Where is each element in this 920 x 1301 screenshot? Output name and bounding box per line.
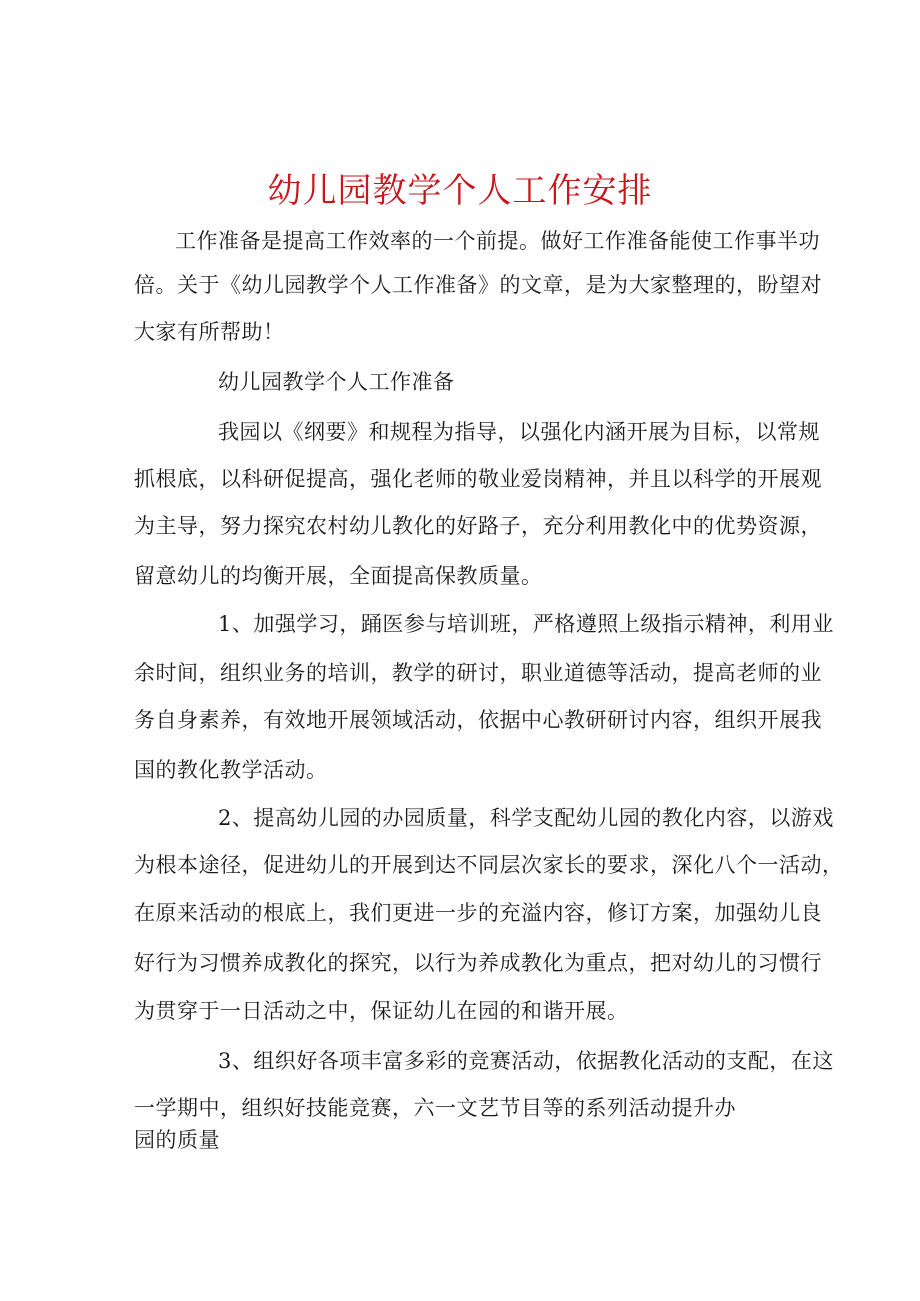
para1-line-4: 留意幼儿的均衡开展，全面提高保教质量。	[134, 564, 543, 588]
item3-line-2: 一学期中，组织好技能竞赛，六一文艺节目等的系列活动提升办	[134, 1096, 736, 1120]
document-title: 幼儿园教学个人工作安排	[267, 170, 653, 211]
item1-line-4: 国的教化教学活动。	[134, 758, 328, 782]
item2-line-5: 为贯穿于一日活动之中，保证幼儿在园的和谐开展。	[134, 999, 629, 1023]
item2-line-4: 好行为习惯养成教化的探究，以行为养成教化为重点，把对幼儿的习惯行	[134, 951, 822, 975]
item1-line-1: 1、加强学习，踊医参与培训班，严格遵照上级指示精神，利用业	[218, 612, 834, 636]
para1-line-3: 为主导，努力探究农村幼儿教化的好路子，充分利用教化中的优势资源，	[134, 514, 822, 538]
item3-line-3: 园的质量	[134, 1128, 220, 1152]
intro-line-1: 工作准备是提高工作效率的一个前提。做好工作准备能使工作事半功	[175, 229, 820, 253]
section-subtitle: 幼儿园教学个人工作准备	[218, 370, 455, 394]
intro-line-2: 倍。关于《幼儿园教学个人工作准备》的文章，是为大家整理的，盼望对	[134, 273, 822, 297]
item3-line-1: 3、组织好各项丰富多彩的竞赛活动，依据教化活动的支配，在这	[218, 1049, 834, 1073]
item1-line-3: 务自身素养，有效地开展领域活动，依据中心教研研讨内容，组织开展我	[134, 708, 822, 732]
item2-line-3: 在原来活动的根底上，我们更进一步的充溢内容，修订方案，加强幼儿良	[134, 901, 822, 925]
para1-line-2: 抓根底，以科研促提高，强化老师的敬业爱岗精神，并且以科学的开展观	[134, 467, 822, 491]
item2-line-1: 2、提高幼儿园的办园质量，科学支配幼儿园的教化内容，以游戏	[218, 806, 834, 830]
item1-line-2: 余时间，组织业务的培训，教学的研讨，职业道德等活动，提高老师的业	[134, 661, 822, 685]
item2-line-2: 为根本途径，促进幼儿的开展到达不同层次家长的要求，深化八个一活动，	[134, 853, 844, 877]
intro-line-3: 大家有所帮助！	[134, 320, 285, 344]
para1-line-1: 我园以《纲要》和规程为指导，以强化内涵开展为目标，以常规	[218, 420, 820, 444]
